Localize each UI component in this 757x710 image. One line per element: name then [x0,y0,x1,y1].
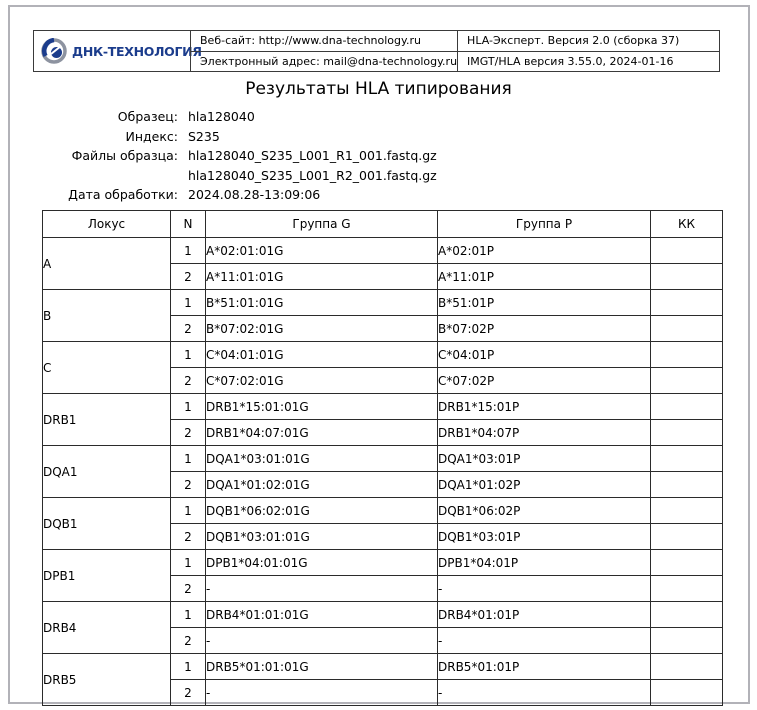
contact-section [190,31,457,71]
group-g-cell: - [206,576,438,602]
files-label-spacer [0,166,178,186]
kk-cell [651,602,723,628]
locus-cell: DRB4 [43,602,171,654]
group-g-cell: DRB4*01:01:01G [206,602,438,628]
locus-cell: DQB1 [43,498,171,550]
group-p-cell: DQB1*03:01P [438,524,651,550]
table-row [43,654,723,680]
group-p-cell: DRB5*01:01P [438,654,651,680]
files-label: Файлы образца: [71,148,178,163]
allele-number-cell: 1 [171,550,206,576]
table-row [43,550,723,576]
report-header [33,30,720,72]
group-g-cell: DRB1*04:07:01G [206,420,438,446]
locus-cell: DRB1 [43,394,171,446]
group-g-cell: B*07:02:01G [206,316,438,342]
sample-info [0,107,437,205]
sample-value: hla128040 [188,109,255,124]
group-p-cell: DPB1*04:01P [438,550,651,576]
index-label: Индекс: [125,128,178,144]
group-g-cell: DQA1*01:02:01G [206,472,438,498]
group-p-cell: A*02:01P [438,238,651,264]
group-g-cell: DPB1*04:01:01G [206,550,438,576]
kk-cell [651,446,723,472]
column-header-group-p: Группа P [438,211,651,238]
kk-cell [651,420,723,446]
kk-cell [651,680,723,706]
allele-number-cell: 2 [171,680,206,706]
table-row [43,394,723,420]
locus-cell: C [43,342,171,394]
group-p-cell: B*51:01P [438,290,651,316]
company-logo [34,31,202,71]
results-table-body [43,238,723,706]
locus-cell: DRB5 [43,654,171,706]
kk-cell [651,576,723,602]
column-header-kk: КК [651,211,723,238]
group-p-cell: DRB1*04:07P [438,420,651,446]
allele-number-cell: 2 [171,316,206,342]
allele-number-cell: 1 [171,602,206,628]
db-version-text: IMGT/HLA версия 3.55.0, 2024-01-16 [467,54,674,68]
group-g-cell: C*04:01:01G [206,342,438,368]
date-value: 2024.08.28-13:09:06 [188,187,321,202]
allele-number-cell: 2 [171,472,206,498]
sample-label: Образец: [117,109,178,124]
group-g-cell: C*07:02:01G [206,368,438,394]
locus-cell: DPB1 [43,550,171,602]
locus-cell: B [43,290,171,342]
kk-cell [651,238,723,264]
sample-file-1: hla128040_S235_L001_R1_001.fastq.gz [188,148,437,163]
allele-number-cell: 2 [171,576,206,602]
column-header-group-g: Группа G [206,211,438,238]
table-row [43,290,723,316]
group-p-cell: DQA1*03:01P [438,446,651,472]
group-g-cell: DQB1*03:01:01G [206,524,438,550]
allele-number-cell: 1 [171,446,206,472]
results-table [42,210,723,706]
group-p-cell: - [438,576,651,602]
allele-number-cell: 1 [171,394,206,420]
kk-cell [651,524,723,550]
group-g-cell: DQA1*03:01:01G [206,446,438,472]
group-g-cell: DRB1*15:01:01G [206,394,438,420]
page-title: Результаты HLA типирования [245,79,512,99]
group-g-cell: DQB1*06:02:01G [206,498,438,524]
group-g-cell: - [206,680,438,706]
table-row [43,342,723,368]
group-p-cell: C*04:01P [438,342,651,368]
group-p-cell: DQA1*01:02P [438,472,651,498]
allele-number-cell: 1 [171,238,206,264]
kk-cell [651,654,723,680]
kk-cell [651,472,723,498]
allele-number-cell: 2 [171,368,206,394]
kk-cell [651,290,723,316]
version-section [457,31,719,71]
group-g-cell: DRB5*01:01:01G [206,654,438,680]
allele-number-cell: 1 [171,654,206,680]
group-p-cell: B*07:02P [438,316,651,342]
column-header-locus: Локус [43,211,171,238]
allele-number-cell: 1 [171,290,206,316]
table-row [43,446,723,472]
group-g-cell: A*02:01:01G [206,238,438,264]
website-text: Веб-сайт: http://www.dna-technology.ru [191,31,457,52]
group-g-cell: - [206,628,438,654]
kk-cell [651,316,723,342]
company-name: ДНК-ТЕХНОЛОГИЯ [72,43,202,59]
app-version-text: HLA-Эксперт. Версия 2.0 (сборка 37) [458,31,719,52]
group-p-cell: A*11:01P [438,264,651,290]
dna-technology-logo-icon [41,38,67,64]
kk-cell [651,628,723,654]
allele-number-cell: 1 [171,498,206,524]
group-p-cell: DQB1*06:02P [438,498,651,524]
group-g-cell: B*51:01:01G [206,290,438,316]
kk-cell [651,394,723,420]
allele-number-cell: 2 [171,628,206,654]
table-row [43,238,723,264]
group-g-cell: A*11:01:01G [206,264,438,290]
sample-file-2: hla128040_S235_L001_R2_001.fastq.gz [188,167,437,183]
allele-number-cell: 2 [171,420,206,446]
kk-cell [651,264,723,290]
column-header-n: N [171,211,206,238]
kk-cell [651,342,723,368]
locus-cell: DQA1 [43,446,171,498]
index-value: S235 [188,128,220,144]
group-p-cell: - [438,680,651,706]
kk-cell [651,498,723,524]
allele-number-cell: 1 [171,342,206,368]
kk-cell [651,368,723,394]
table-header-row [43,211,723,238]
allele-number-cell: 2 [171,264,206,290]
allele-number-cell: 2 [171,524,206,550]
table-row [43,498,723,524]
date-label: Дата обработки: [68,187,178,202]
group-p-cell: DRB1*15:01P [438,394,651,420]
group-p-cell: C*07:02P [438,368,651,394]
group-p-cell: DRB4*01:01P [438,602,651,628]
table-row [43,602,723,628]
group-p-cell: - [438,628,651,654]
kk-cell [651,550,723,576]
email-text: Электронный адрес: mail@dna-technology.ru [200,54,458,68]
locus-cell: A [43,238,171,290]
